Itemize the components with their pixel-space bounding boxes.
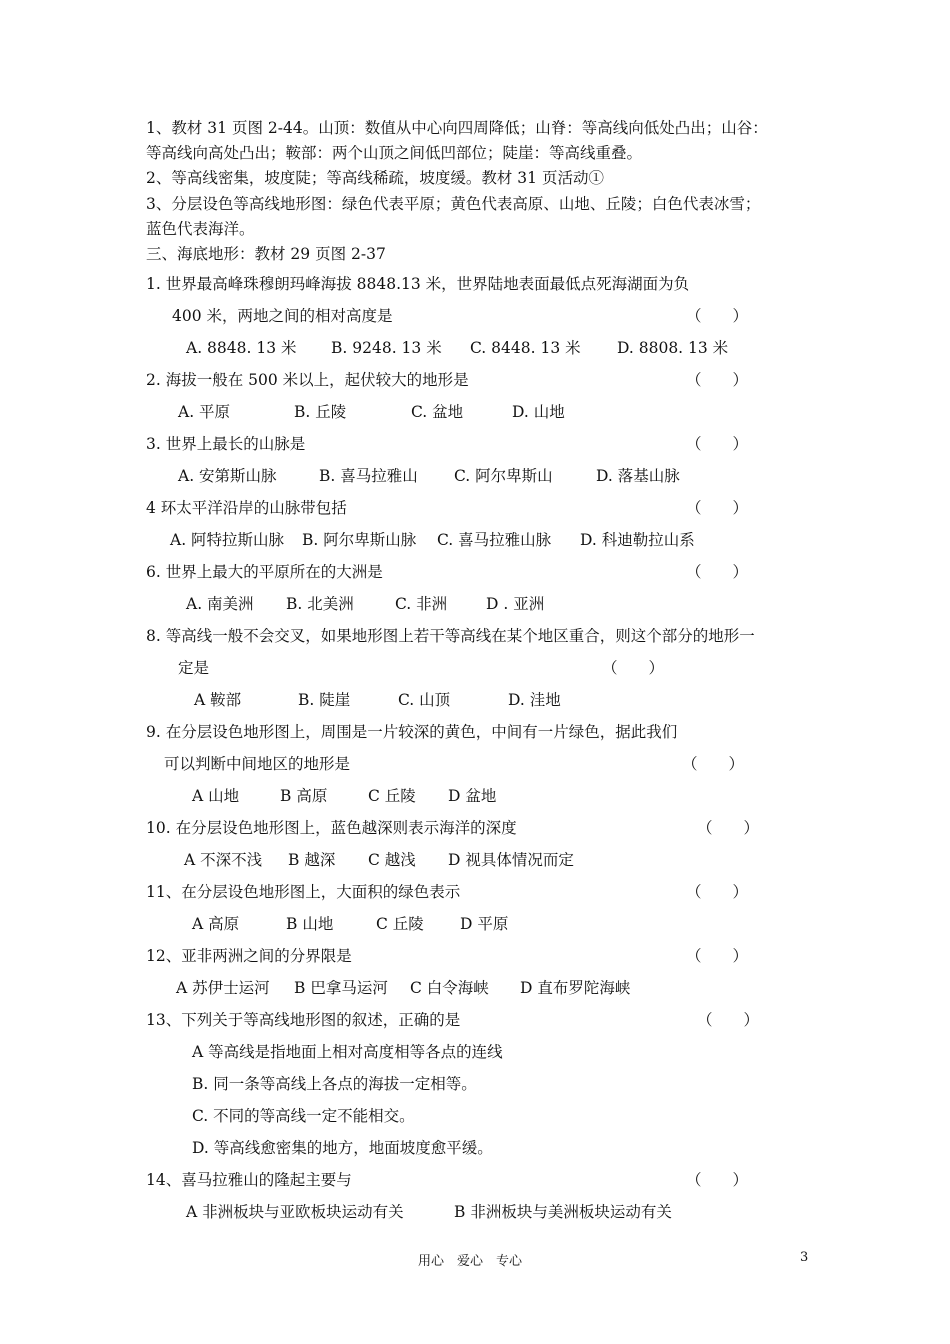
option: B. 同一条等高线上各点的海拔一定相等。 xyxy=(192,1075,477,1093)
option: D 盆地 xyxy=(448,787,497,805)
page-number: 3 xyxy=(800,1250,809,1265)
option: B. 陡崖 xyxy=(298,691,351,709)
option: A 非洲板块与亚欧板块运动有关 xyxy=(186,1203,404,1221)
question-stem: 400 米，两地之间的相对高度是 xyxy=(172,307,393,325)
question-stem: 12、亚非两洲之间的分界限是 xyxy=(146,947,352,965)
note-line: 3、分层设色等高线地形图：绿色代表平原；黄色代表高原、山地、丘陵；白色代表冰雪； xyxy=(146,195,761,213)
question-stem: 6. 世界上最大的平原所在的大洲是 xyxy=(146,563,383,581)
answer-blank: （ ） xyxy=(686,307,749,325)
option: C. 喜马拉雅山脉 xyxy=(437,531,552,549)
question-stem: 2. 海拔一般在 500 米以上，起伏较大的地形是 xyxy=(146,371,469,389)
answer-blank: （ ） xyxy=(686,883,749,901)
option: D. 等高线愈密集的地方，地面坡度愈平缓。 xyxy=(192,1139,493,1157)
option: A 山地 xyxy=(192,787,240,805)
option: B. 阿尔卑斯山脉 xyxy=(302,531,417,549)
answer-blank: （ ） xyxy=(682,755,745,773)
question-stem: 14、喜马拉雅山的隆起主要与 xyxy=(146,1171,352,1189)
option: D. 科迪勒拉山系 xyxy=(580,531,695,549)
option: A. 阿特拉斯山脉 xyxy=(170,531,285,549)
option: A 鞍部 xyxy=(194,691,242,709)
answer-blank: （ ） xyxy=(697,819,760,837)
option: C. 8448. 13 米 xyxy=(470,339,581,357)
option: B. 丘陵 xyxy=(294,403,347,421)
answer-blank: （ ） xyxy=(686,1171,749,1189)
answer-blank: （ ） xyxy=(686,371,749,389)
answer-blank: （ ） xyxy=(602,659,665,677)
option: D 直布罗陀海峡 xyxy=(520,979,631,997)
option: C 丘陵 xyxy=(368,787,416,805)
question-stem: 定是 xyxy=(178,659,210,677)
question-stem: 9. 在分层设色地形图上，周围是一片较深的黄色，中间有一片绿色，据此我们 xyxy=(146,723,678,741)
option: B 高原 xyxy=(280,787,328,805)
option: A 等高线是指地面上相对高度相等各点的连线 xyxy=(192,1043,503,1061)
option: A. 南美洲 xyxy=(186,595,254,613)
option: C. 阿尔卑斯山 xyxy=(454,467,553,485)
option: A 不深不浅 xyxy=(184,851,263,869)
question-stem: 8. 等高线一般不会交叉，如果地形图上若干等高线在某个地区重合，则这个部分的地形一 xyxy=(146,627,755,645)
option: D. 落基山脉 xyxy=(596,467,680,485)
option: D. 山地 xyxy=(512,403,565,421)
option: B 山地 xyxy=(286,915,334,933)
question-stem: 10. 在分层设色地形图上，蓝色越深则表示海洋的深度 xyxy=(146,819,517,837)
option: D 平原 xyxy=(460,915,509,933)
option: B. 喜马拉雅山 xyxy=(319,467,418,485)
option: A 苏伊士运河 xyxy=(176,979,270,997)
note-line: 2、等高线密集，坡度陡；等高线稀疏，坡度缓。教材 31 页活动① xyxy=(146,169,604,187)
option: D. 洼地 xyxy=(508,691,561,709)
answer-blank: （ ） xyxy=(686,435,749,453)
option: A. 8848. 13 米 xyxy=(186,339,297,357)
note-line: 等高线向高处凸出；鞍部：两个山顶之间低凹部位；陡崖：等高线重叠。 xyxy=(146,144,643,162)
question-stem: 3. 世界上最长的山脉是 xyxy=(146,435,306,453)
question-stem: 可以判断中间地区的地形是 xyxy=(164,755,351,773)
answer-blank: （ ） xyxy=(686,499,749,517)
answer-blank: （ ） xyxy=(686,563,749,581)
option: B 越深 xyxy=(288,851,336,869)
option: B 巴拿马运河 xyxy=(294,979,388,997)
note-line: 蓝色代表海洋。 xyxy=(146,220,255,238)
option: C 白令海峡 xyxy=(410,979,489,997)
option: B. 9248. 13 米 xyxy=(331,339,442,357)
question-stem: 13、下列关于等高线地形图的叙述，正确的是 xyxy=(146,1011,461,1029)
answer-blank: （ ） xyxy=(697,1011,760,1029)
option: D. 8808. 13 米 xyxy=(617,339,729,357)
footer-motto: 用心 爱心 专心 xyxy=(418,1254,523,1269)
option: D 视具体情况而定 xyxy=(448,851,574,869)
question-stem: 1. 世界最高峰珠穆朗玛峰海拔 8848.13 米，世界陆地表面最低点死海湖面为负 xyxy=(146,275,690,293)
option: C. 不同的等高线一定不能相交。 xyxy=(192,1107,415,1125)
option: C. 山顶 xyxy=(398,691,451,709)
option: C 越浅 xyxy=(368,851,416,869)
option: B 非洲板块与美洲板块运动有关 xyxy=(454,1203,672,1221)
option: C 丘陵 xyxy=(376,915,424,933)
question-stem: 4 环太平洋沿岸的山脉带包括 xyxy=(146,499,347,517)
note-line: 1、教材 31 页图 2-44。山顶：数值从中心向四周降低；山脊：等高线向低处凸出；山谷： xyxy=(146,119,768,137)
option: D . 亚洲 xyxy=(486,595,545,613)
section-heading: 三、海底地形：教材 29 页图 2-37 xyxy=(146,245,386,263)
option: A 高原 xyxy=(192,915,240,933)
option: B. 北美洲 xyxy=(286,595,354,613)
option: C. 非洲 xyxy=(395,595,448,613)
question-stem: 11、在分层设色地形图上，大面积的绿色表示 xyxy=(146,883,461,901)
option: A. 平原 xyxy=(178,403,231,421)
option: C. 盆地 xyxy=(411,403,464,421)
answer-blank: （ ） xyxy=(686,947,749,965)
option: A. 安第斯山脉 xyxy=(178,467,277,485)
